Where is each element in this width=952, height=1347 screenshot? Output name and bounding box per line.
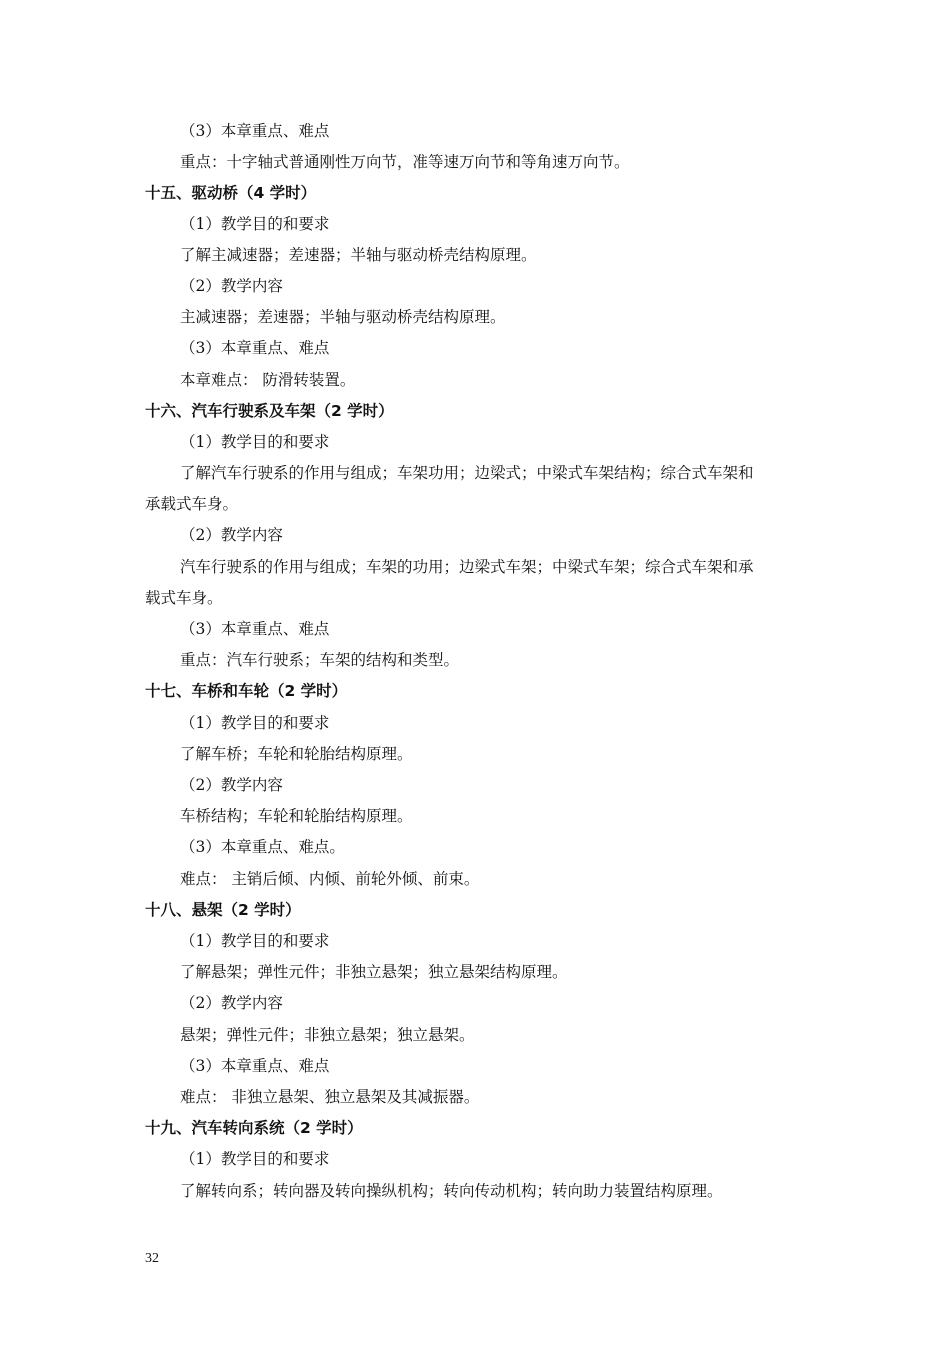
text-line: （3）本章重点、难点 <box>180 339 330 357</box>
text-line: （1）教学目的和要求 <box>180 932 330 950</box>
text-line: （1）教学目的和要求 <box>180 714 330 732</box>
text-line: （3）本章重点、难点。 <box>180 838 345 856</box>
section-heading: 十九、汽车转向系统（2 学时） <box>145 1119 363 1137</box>
section-heading: 十六、汽车行驶系及车架（2 学时） <box>145 402 394 420</box>
text-line: （3）本章重点、难点 <box>180 620 330 638</box>
text-line: 车桥结构；车轮和轮胎结构原理。 <box>180 807 413 825</box>
text-line: （3）本章重点、难点 <box>180 122 330 140</box>
text-line: 主减速器；差速器；半轴与驱动桥壳结构原理。 <box>180 308 506 326</box>
text-line: （1）教学目的和要求 <box>180 433 330 451</box>
text-line: 了解车桥；车轮和轮胎结构原理。 <box>180 745 413 763</box>
text-line: 了解汽车行驶系的作用与组成；车架功用；边梁式；中梁式车架结构；综合式车架和 <box>180 464 754 482</box>
text-line: 重点：汽车行驶系；车架的结构和类型。 <box>180 651 460 669</box>
page-number: 32 <box>145 1251 159 1266</box>
text-line: 了解主减速器；差速器；半轴与驱动桥壳结构原理。 <box>180 246 537 264</box>
text-line: （2）教学内容 <box>180 526 283 544</box>
text-line: 难点： 非独立悬架、独立悬架及其减振器。 <box>180 1088 480 1106</box>
text-line: 汽车行驶系的作用与组成；车架的功用；边梁式车架；中梁式车架；综合式车架和承 <box>180 558 754 576</box>
text-line: （2）教学内容 <box>180 776 283 794</box>
text-line: （2）教学内容 <box>180 277 283 295</box>
section-heading: 十七、车桥和车轮（2 学时） <box>145 682 348 700</box>
section-heading: 十八、悬架（2 学时） <box>145 901 301 919</box>
section-heading: 十五、驱动桥（4 学时） <box>145 184 317 202</box>
text-line: 了解转向系；转向器及转向操纵机构；转向传动机构；转向助力装置结构原理。 <box>180 1182 723 1200</box>
text-line: 难点： 主销后倾、内倾、前轮外倾、前束。 <box>180 870 480 888</box>
text-line: 承载式车身。 <box>145 495 239 513</box>
text-line: 重点：十字轴式普通刚性万向节，准等速万向节和等角速万向节。 <box>180 153 630 171</box>
text-line: （1）教学目的和要求 <box>180 1150 330 1168</box>
text-line: （3）本章重点、难点 <box>180 1057 330 1075</box>
text-line: 本章难点： 防滑转装置。 <box>180 371 356 389</box>
text-line: 了解悬架；弹性元件；非独立悬架；独立悬架结构原理。 <box>180 963 568 981</box>
text-line: （1）教学目的和要求 <box>180 215 330 233</box>
text-line: 悬架；弹性元件；非独立悬架；独立悬架。 <box>180 1026 475 1044</box>
text-line: （2）教学内容 <box>180 994 283 1012</box>
text-line: 载式车身。 <box>145 589 223 607</box>
